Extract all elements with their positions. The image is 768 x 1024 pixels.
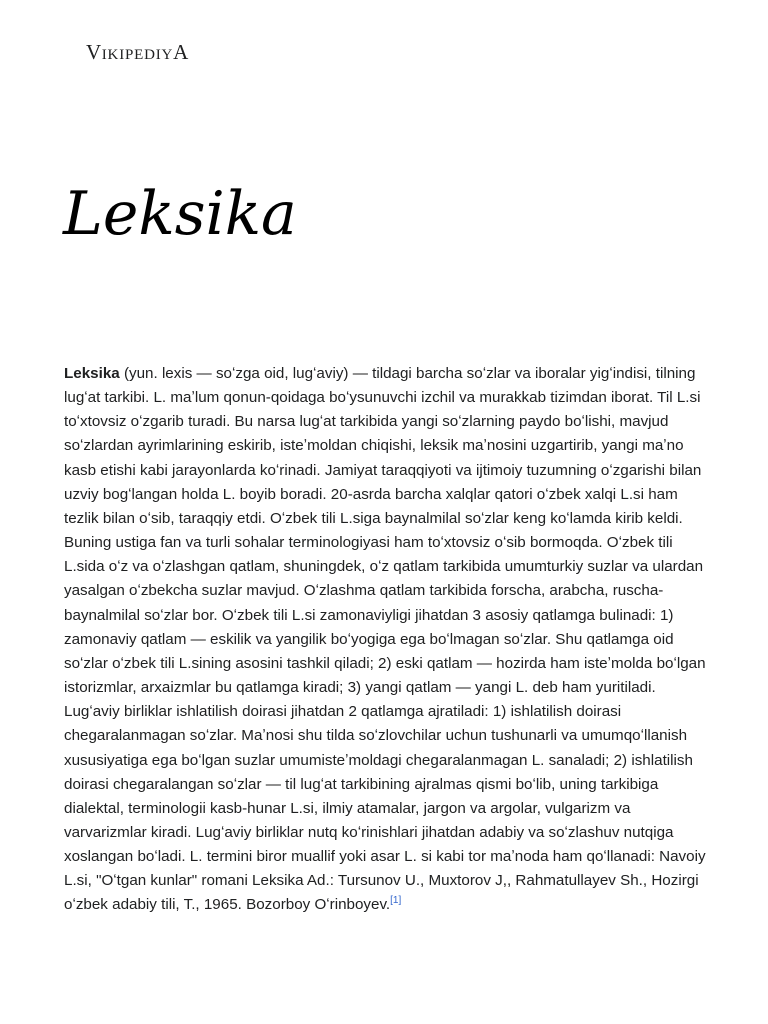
logo-last-letter: A: [173, 40, 189, 64]
wikipedia-logo[interactable]: [86, 40, 189, 65]
page-title: Leksika: [63, 179, 297, 249]
lead-term: Leksika: [64, 365, 120, 382]
article-paragraph: [64, 362, 708, 918]
citation-link[interactable]: [1]: [390, 895, 402, 907]
logo-middle-letters: IKIPEDIY: [101, 47, 174, 63]
article-body-text: (yun. lexis — soʻzga oid, lugʻaviy) — tildagi barcha soʻzlar va iboralar yigʻindisi, tilning lugʻat tarkibi. L. maʼlum qonun-qoidaga boʻysunuvchi izchil va murakkab tizimdan iborat. Til L.si toʻxtovsiz oʻzgarib turadi. Bu narsa lugʻat tarkibida yangi soʻzlarning paydo boʻlishi, mavjud soʻzlardan ayrimlarining eskirib, isteʼmoldan chiqishi, leksik maʼnosini uzgartirib, yangi maʼno kasb etishi kabi jarayonlarda koʻrinadi. Jamiyat taraqqiyoti va ijtimoiy tuzumning oʻzgarishi bilan uzviy bogʻlangan holda L. boyib boradi. 20-asrda barcha xalqlar qatori oʻzbek xalqi L.si ham tezlik bilan oʻsib, taraqqiy etdi. Oʻzbek tili L.siga baynalmilal soʻzlar keng koʻlamda kirib keldi. Buning ustiga fan va turli sohalar terminologiyasi ham toʻxtovsiz oʻsib bormoqda. Oʻzbek tili L.sida oʻz va oʻzlashgan qatlam, shuningdek, oʻz qatlam tarkibida umumturkiy suzlar va ulardan yasalgan oʻzbekcha suzlar mavjud. Oʻzlashma qatlam tarkibida forscha, arabcha, ruscha-baynalmilal soʻzlar bor. Oʻzbek tili L.si zamonaviyligi jihatdan 3 asosiy qatlamga bulinadi: 1) zamonaviy qatlam — eskilik va yangilik boʻyogiga ega boʻlmagan soʻzlar. Shu qatlamga oid soʻzlar oʻzbek tili L.sining asosini tashkil qiladi; 2) eski qatlam — hozirda ham isteʼmolda boʻlgan istorizmlar, arxaizmlar bu qatlamga kiradi; 3) yangi qatlam — yangi L. deb ham yuritiladi. Lugʻaviy birliklar ishlatilish doirasi jihatdan 2 qatlamga ajratiladi: 1) ishlatilish doirasi chegaralanmagan soʻzlar. Maʼnosi shu tilda soʻzlovchilar uchun tushunarli va umumqoʻllanish xususiyatiga ega boʻlgan suzlar umumisteʼmoldagi chegaralanmagan L. sanaladi; 2) ishlatilish doirasi chegaralangan soʻzlar — til lugʻat tarkibining ajralmas qismi boʻlib, uning tarkibiga dialektal, terminologii kasb-hunar L.si, ilmiy atamalar, jargon va argolar, vulgarizm va varvarizmlar kiradi. Lugʻaviy birliklar nutq koʻrinishlari jihatdan adabiy va soʻzlashuv nutqiga xoslangan boʻladi. L. termini biror muallif yoki asar L. si kabi tor maʼnoda ham qoʻllanadi: Navoiy L.si, "Oʻtgan kunlar" romani Leksika Ad.: Tursunov U., Muxtorov J,, Rahmatullayev Sh., Hozirgi oʻzbek adabiy tili, T., 1965. Bozorboy Oʻrinboyev.: [64, 365, 706, 914]
logo-first-letter: V: [86, 40, 102, 64]
